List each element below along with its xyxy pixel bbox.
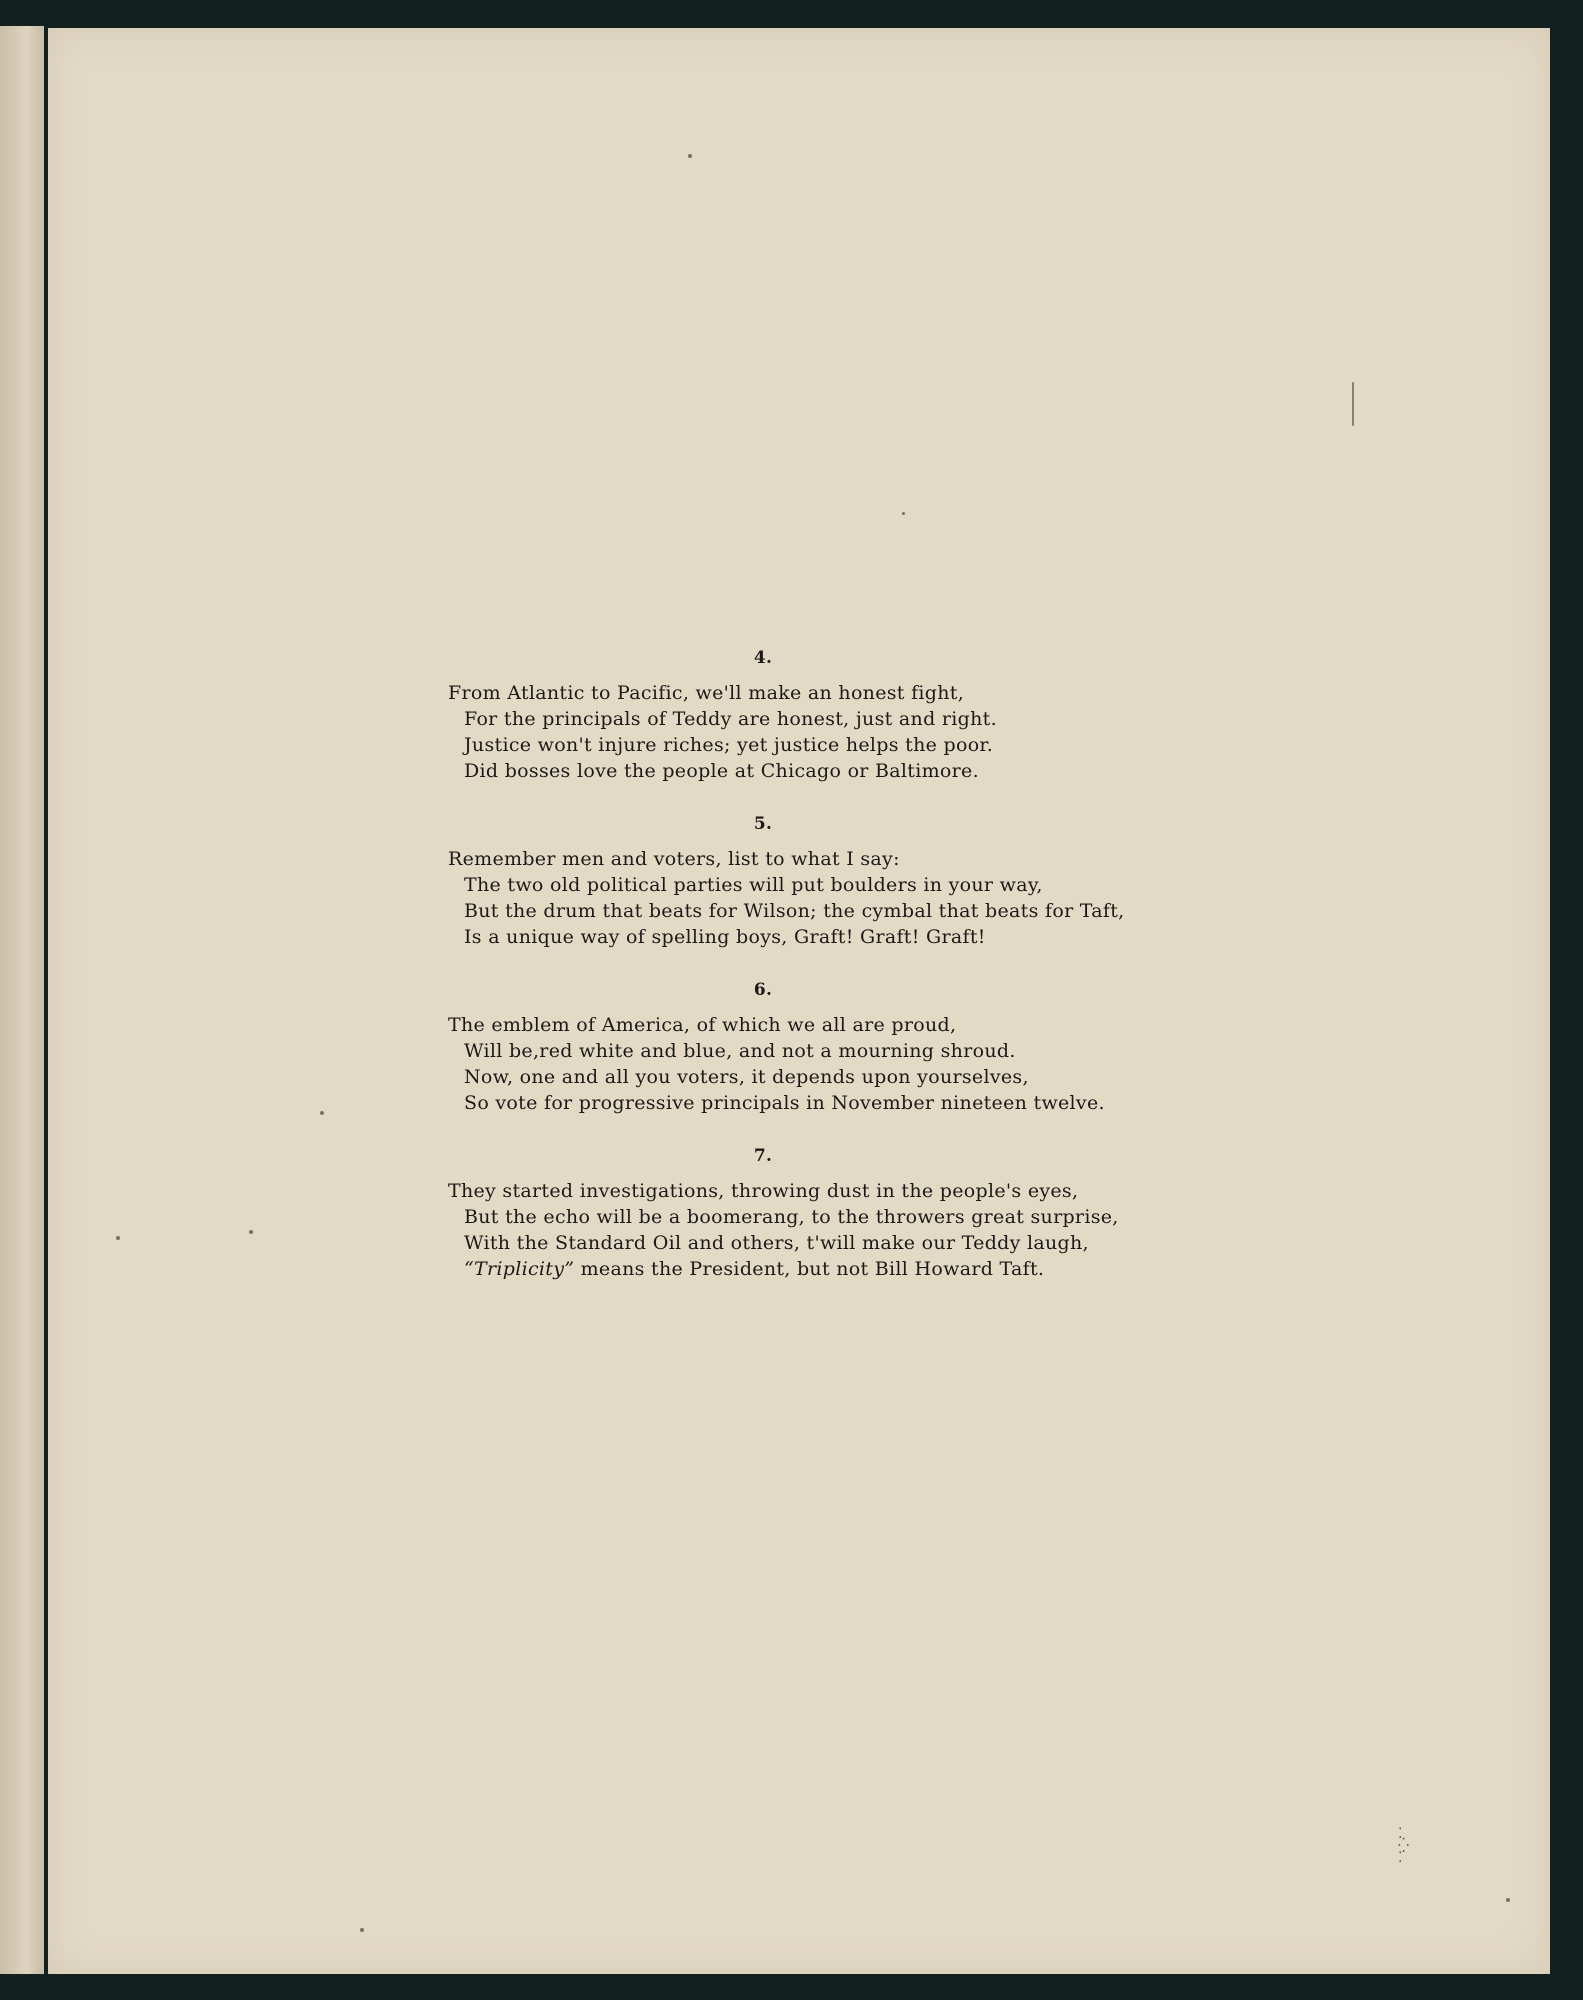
verse-line: They started investigations, throwing dust in the people's eyes,	[448, 1180, 1079, 1202]
song-verses	[448, 648, 1248, 1312]
verse-line: But the echo will be a boomerang, to the throwers great surprise,	[464, 1206, 1119, 1228]
verse-line: From Atlantic to Pacific, we'll make an honest fight,	[448, 682, 965, 704]
verse-line-rest: means the President, but not Bill Howard Taft.	[574, 1258, 1045, 1280]
verse-line: Did bosses love the people at Chicago or Baltimore.	[464, 760, 979, 782]
verse-line: So vote for progressive principals in November nineteen twelve.	[464, 1092, 1105, 1114]
verse-line: Now, one and all you voters, it depends upon yourselves,	[464, 1066, 1029, 1088]
verse-6	[448, 980, 1248, 1116]
verse-number: 6.	[753, 980, 773, 1000]
paper-speck	[360, 1928, 364, 1932]
verse-line: Justice won't injure riches; yet justice helps the poor.	[464, 734, 994, 756]
verse-line: The emblem of America, of which we all are proud,	[448, 1014, 957, 1036]
paper-speck	[688, 154, 692, 158]
verse-line-last	[448, 1256, 1248, 1282]
paper-speck	[1506, 1898, 1510, 1902]
verse-line: But the drum that beats for Wilson; the cymbal that beats for Taft,	[464, 900, 1125, 922]
corner-dots-mark: ⁚ ⁛ ⁚	[1398, 1826, 1410, 1866]
verse-7	[448, 1146, 1248, 1282]
verse-number: 5.	[753, 814, 773, 834]
verse-line: With the Standard Oil and others, t'will make our Teddy laugh,	[464, 1232, 1089, 1254]
paper-speck	[116, 1236, 120, 1240]
paper-speck	[1352, 382, 1354, 426]
verse-4	[448, 648, 1248, 784]
paper-speck	[902, 512, 905, 515]
verse-line: For the principals of Teddy are honest, just and right.	[464, 708, 997, 730]
facing-page-edge	[0, 26, 44, 1974]
document-page	[48, 28, 1550, 1974]
verse-line: Will be,red white and blue, and not a mourning shroud.	[464, 1040, 1016, 1062]
verse-line: Is a unique way of spelling boys, Graft! Graft! Graft!	[464, 926, 986, 948]
verse-line: The two old political parties will put boulders in your way,	[464, 874, 1043, 896]
triplicity-title: “Triplicity”	[464, 1258, 575, 1280]
verse-line: Remember men and voters, list to what I say:	[448, 848, 900, 870]
verse-number: 4.	[753, 648, 773, 668]
verse-number: 7.	[753, 1146, 773, 1166]
paper-speck	[320, 1111, 324, 1115]
paper-speck	[249, 1230, 253, 1234]
verse-5	[448, 814, 1248, 950]
